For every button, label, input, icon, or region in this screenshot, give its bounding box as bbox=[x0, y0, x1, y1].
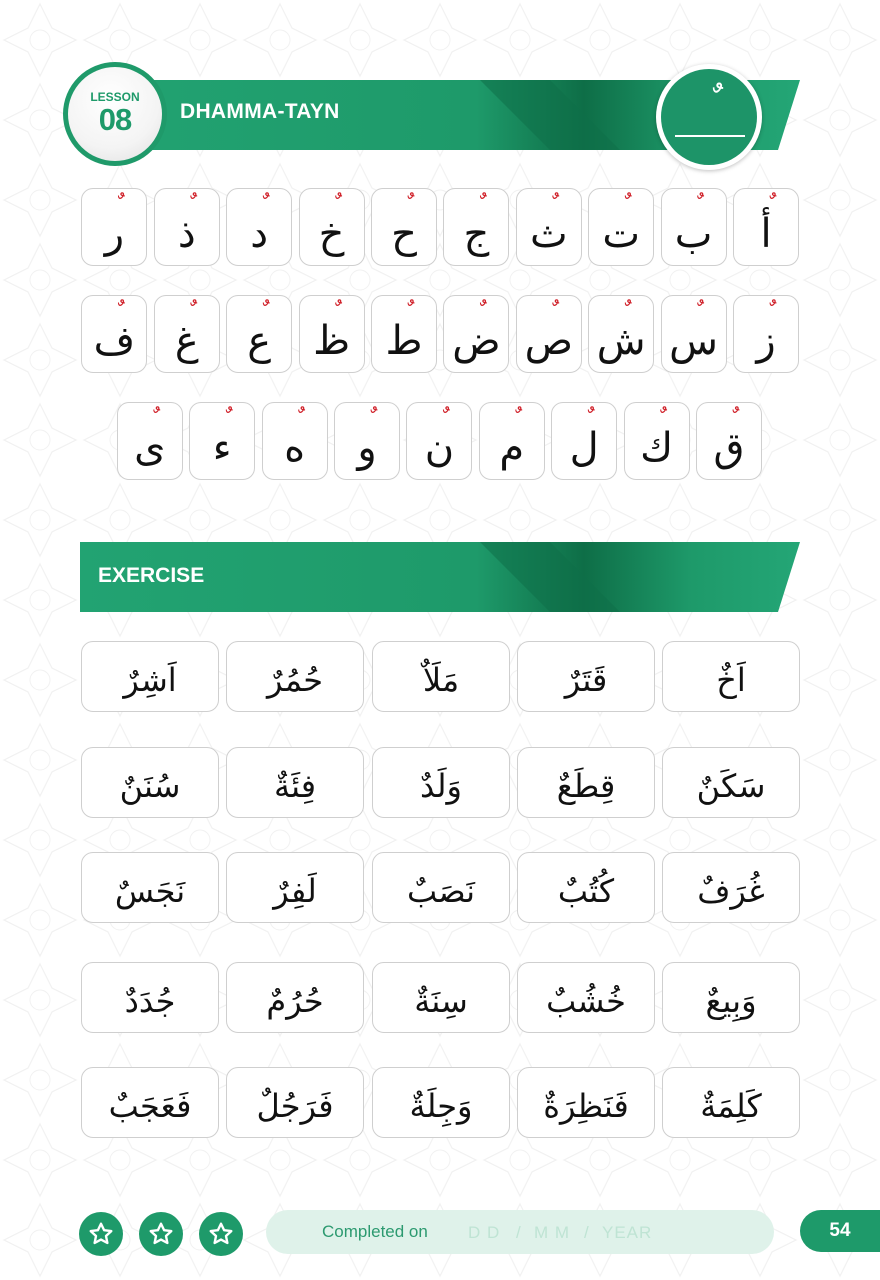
exercise-word-tile bbox=[662, 852, 800, 923]
exercise-word: سُنَنٌ bbox=[119, 766, 181, 805]
letter-tile bbox=[516, 295, 582, 373]
letter-tile bbox=[551, 402, 617, 480]
arabic-letter: ل bbox=[569, 425, 599, 471]
dhammatayn-mark bbox=[662, 191, 728, 219]
exercise-word: كَلِمَةٌ bbox=[700, 1086, 762, 1125]
dhammatayn-mark bbox=[300, 298, 366, 326]
dhammatayn-mark bbox=[82, 298, 148, 326]
arabic-letter: ع bbox=[247, 318, 272, 364]
letter-tile bbox=[262, 402, 328, 480]
exercise-word: فَنَظِرَةٌ bbox=[543, 1086, 629, 1125]
arabic-letter: د bbox=[250, 211, 269, 257]
dhammatayn-mark bbox=[118, 405, 184, 433]
letter-tile bbox=[733, 188, 799, 266]
exercise-word-tile bbox=[81, 747, 219, 818]
dhammatayn-mark bbox=[227, 191, 293, 219]
arabic-letter: غ bbox=[174, 318, 199, 364]
arabic-letter: ن bbox=[424, 425, 455, 471]
dhammatayn-mark bbox=[372, 191, 438, 219]
dhammatayn-mark bbox=[155, 191, 221, 219]
dhammatayn-mark bbox=[300, 191, 366, 219]
star-icon bbox=[148, 1221, 174, 1247]
date-month[interactable]: M M bbox=[534, 1223, 571, 1242]
exercise-word-tile bbox=[517, 747, 655, 818]
page-number: 54 bbox=[800, 1210, 880, 1252]
letter-tile bbox=[81, 295, 147, 373]
letter-tile bbox=[299, 295, 365, 373]
arabic-letter: ث bbox=[529, 211, 568, 257]
star-button-3[interactable] bbox=[199, 1212, 243, 1256]
letter-tile bbox=[588, 188, 654, 266]
star-icon bbox=[208, 1221, 234, 1247]
letter-tile bbox=[733, 295, 799, 373]
arabic-letter: خ bbox=[318, 211, 345, 257]
arabic-letter: ص bbox=[524, 318, 573, 364]
exercise-word-tile bbox=[226, 641, 364, 712]
exercise-word: فَعَجَبٌ bbox=[108, 1086, 192, 1125]
letter-tile bbox=[661, 188, 727, 266]
exercise-word-tile bbox=[81, 852, 219, 923]
exercise-word: لَفِرٌ bbox=[273, 871, 317, 910]
letter-tile bbox=[443, 295, 509, 373]
exercise-word: خُشُبٌ bbox=[546, 981, 626, 1020]
exercise-word-tile bbox=[372, 641, 510, 712]
arabic-letter: ج bbox=[463, 211, 490, 257]
arabic-letter: ض bbox=[452, 318, 501, 364]
arabic-letter: ك bbox=[640, 425, 674, 471]
arabic-letter: ى bbox=[134, 425, 166, 471]
letter-tile bbox=[406, 402, 472, 480]
exercise-word-tile bbox=[517, 641, 655, 712]
exercise-word-tile bbox=[81, 962, 219, 1033]
exercise-word-tile bbox=[517, 962, 655, 1033]
letter-tile bbox=[154, 188, 220, 266]
exercise-word-tile bbox=[517, 852, 655, 923]
dhammatayn-mark bbox=[480, 405, 546, 433]
dhammatayn-symbol-badge bbox=[656, 64, 762, 170]
completed-on-field[interactable] bbox=[266, 1210, 774, 1254]
exercise-word-tile bbox=[81, 641, 219, 712]
exercise-word: اَشِرٌ bbox=[123, 660, 177, 699]
exercise-word: وَلَدٌ bbox=[420, 766, 462, 805]
arabic-letter: أ bbox=[760, 211, 772, 257]
letter-tile bbox=[189, 402, 255, 480]
exercise-word-tile bbox=[372, 852, 510, 923]
dhammatayn-mark bbox=[697, 405, 763, 433]
symbol-underline bbox=[675, 135, 745, 137]
arabic-letter: ح bbox=[391, 211, 417, 257]
exercise-title: EXERCISE bbox=[98, 564, 205, 587]
dhammatayn-mark bbox=[517, 298, 583, 326]
exercise-word: نَجَسٌ bbox=[114, 871, 186, 910]
completed-label: Completed on bbox=[322, 1222, 428, 1241]
dhammatayn-mark bbox=[335, 405, 401, 433]
exercise-word: كُتُبٌ bbox=[557, 871, 615, 910]
arabic-letter: و bbox=[357, 425, 377, 471]
arabic-letter: ذ bbox=[177, 211, 196, 257]
dhammatayn-mark bbox=[372, 298, 438, 326]
star-button-2[interactable] bbox=[139, 1212, 183, 1256]
letter-tile bbox=[696, 402, 762, 480]
dhammatayn-mark bbox=[552, 405, 618, 433]
exercise-word: وَجِلَةٌ bbox=[409, 1086, 473, 1125]
date-day[interactable]: D D bbox=[468, 1223, 501, 1242]
arabic-letter: س bbox=[669, 318, 718, 364]
lesson-badge bbox=[63, 62, 167, 166]
exercise-word-tile bbox=[81, 1067, 219, 1138]
exercise-word-tile bbox=[372, 962, 510, 1033]
letter-tile bbox=[226, 295, 292, 373]
letter-tile bbox=[588, 295, 654, 373]
exercise-word: سِنَةٌ bbox=[414, 981, 468, 1020]
dhammatayn-mark bbox=[734, 191, 800, 219]
letter-tile bbox=[226, 188, 292, 266]
letter-tile bbox=[661, 295, 727, 373]
dhammatayn-mark bbox=[589, 298, 655, 326]
letter-tile bbox=[371, 295, 437, 373]
exercise-word: حُمُرٌ bbox=[267, 660, 323, 699]
dhammatayn-mark bbox=[734, 298, 800, 326]
arabic-letter: م bbox=[499, 425, 525, 471]
arabic-letter: ط bbox=[385, 318, 423, 364]
exercise-word-tile bbox=[662, 1067, 800, 1138]
dhammatayn-mark bbox=[589, 191, 655, 219]
exercise-word: جُدَدٌ bbox=[124, 981, 176, 1020]
exercise-word: فِئَةٌ bbox=[273, 766, 317, 805]
letter-tile bbox=[299, 188, 365, 266]
dhammatayn-mark bbox=[407, 405, 473, 433]
exercise-word-tile bbox=[517, 1067, 655, 1138]
dhammatayn-mark bbox=[82, 191, 148, 219]
letter-tile bbox=[516, 188, 582, 266]
arabic-letter: ف bbox=[93, 318, 136, 364]
exercise-word: نَصَبٌ bbox=[406, 871, 476, 910]
exercise-word-tile bbox=[372, 1067, 510, 1138]
letter-tile bbox=[624, 402, 690, 480]
arabic-letter: ز bbox=[756, 318, 776, 364]
exercise-word: سَكَنٌ bbox=[696, 766, 766, 805]
arabic-letter: ه bbox=[284, 425, 306, 471]
exercise-word: قِطَعٌ bbox=[556, 766, 616, 805]
arabic-letter: ق bbox=[713, 425, 745, 471]
exercise-word: وَبِيعٌ bbox=[705, 981, 757, 1020]
dhammatayn-symbol bbox=[661, 85, 757, 121]
exercise-banner bbox=[80, 542, 800, 612]
star-button-1[interactable] bbox=[79, 1212, 123, 1256]
dhammatayn-mark bbox=[190, 405, 256, 433]
exercise-word-tile bbox=[226, 747, 364, 818]
exercise-word-tile bbox=[372, 747, 510, 818]
dhammatayn-mark bbox=[444, 298, 510, 326]
star-icon bbox=[88, 1221, 114, 1247]
exercise-word: غُرَفٌ bbox=[697, 871, 765, 910]
letter-tile bbox=[334, 402, 400, 480]
arabic-letter: ر bbox=[104, 211, 125, 257]
lesson-number: 08 bbox=[98, 102, 132, 137]
lesson-title: DHAMMA-TAYN bbox=[180, 100, 340, 123]
arabic-letter: ب bbox=[674, 211, 713, 257]
date-separator: / bbox=[516, 1223, 522, 1242]
dhammatayn-mark bbox=[444, 191, 510, 219]
exercise-word: مَلَاٌ bbox=[422, 660, 460, 699]
dhammatayn-mark bbox=[155, 298, 221, 326]
exercise-word-tile bbox=[226, 1067, 364, 1138]
exercise-word: اَخٌ bbox=[716, 660, 746, 699]
dhammatayn-mark bbox=[662, 298, 728, 326]
dhammatayn-mark bbox=[517, 191, 583, 219]
dhammatayn-mark bbox=[263, 405, 329, 433]
exercise-word-tile bbox=[662, 747, 800, 818]
exercise-word-tile bbox=[662, 962, 800, 1033]
exercise-word: فَرَجُلٌ bbox=[256, 1086, 334, 1125]
arabic-letter: ش bbox=[596, 318, 646, 364]
letter-tile bbox=[154, 295, 220, 373]
arabic-letter: ء bbox=[212, 425, 232, 471]
date-separator: / bbox=[584, 1223, 590, 1242]
exercise-word-tile bbox=[226, 852, 364, 923]
dhammatayn-mark bbox=[227, 298, 293, 326]
arabic-letter: ظ bbox=[313, 318, 351, 364]
letter-tile bbox=[81, 188, 147, 266]
lesson-label: LESSON bbox=[90, 90, 140, 104]
letter-tile bbox=[443, 188, 509, 266]
exercise-word-tile bbox=[226, 962, 364, 1033]
exercise-word: قَتَرٌ bbox=[564, 660, 608, 699]
letter-tile bbox=[117, 402, 183, 480]
letter-tile bbox=[371, 188, 437, 266]
letter-tile bbox=[479, 402, 545, 480]
arabic-letter: ت bbox=[602, 211, 641, 257]
dhammatayn-mark bbox=[625, 405, 691, 433]
exercise-word-tile bbox=[662, 641, 800, 712]
date-year[interactable]: YEAR bbox=[602, 1223, 653, 1242]
exercise-word: حُرُمٌ bbox=[266, 981, 324, 1020]
